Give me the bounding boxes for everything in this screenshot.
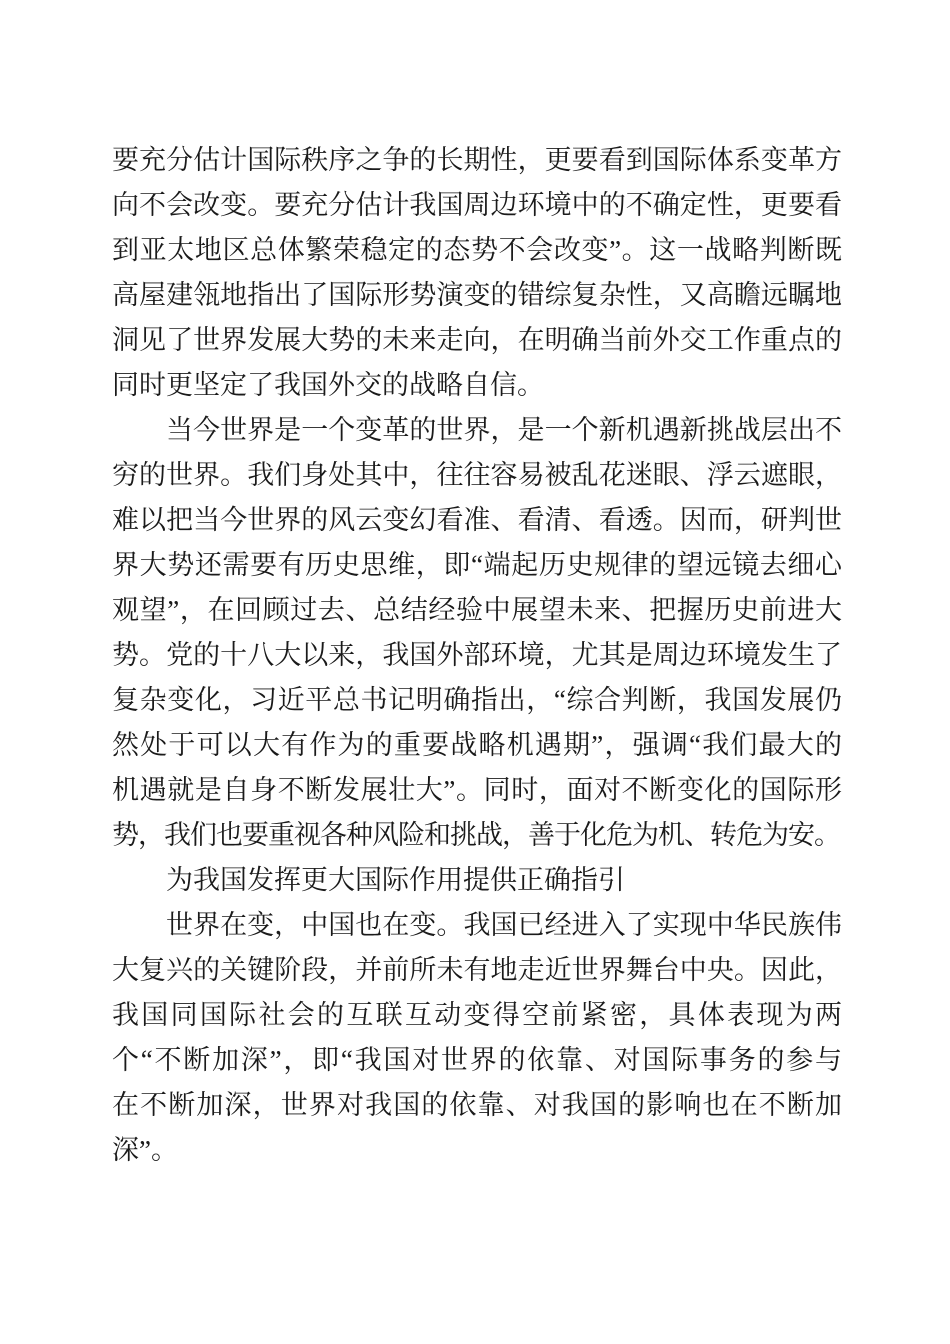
text-line: 然处于可以大有作为的重要战略机遇期”，强调“我们最大的: [112, 730, 842, 760]
text-line: 势，我们也要重视各种风险和挑战，善于化危为机、转危为安。: [112, 820, 840, 850]
text-line: 当今世界是一个变革的世界，是一个新机遇新挑战层出不: [166, 415, 842, 445]
text-line: 个“不断加深”，即“我国对世界的依靠、对国际事务的参与: [112, 1045, 842, 1075]
text-line: 高屋建瓴地指出了国际形势演变的错综复杂性，又高瞻远瞩地: [112, 280, 842, 310]
text-line: 难以把当今世界的风云变幻看准、看清、看透。因而，研判世: [112, 505, 842, 535]
text-line: 复杂变化，习近平总书记明确指出，“综合判断，我国发展仍: [112, 685, 842, 715]
text-line: 大复兴的关键阶段，并前所未有地走近世界舞台中央。因此，: [112, 955, 842, 985]
text-line: 深”。: [112, 1135, 178, 1165]
text-line: 到亚太地区总体繁荣稳定的态势不会改变”。这一战略判断既: [112, 235, 842, 265]
text-line: 同时更坚定了我国外交的战略自信。: [112, 370, 544, 400]
text-line: 要充分估计国际秩序之争的长期性，更要看到国际体系变革方: [112, 145, 842, 175]
text-line: 在不断加深，世界对我国的依靠、对我国的影响也在不断加: [112, 1090, 842, 1120]
text-line: 观望”，在回顾过去、总结经验中展望未来、把握历史前进大: [112, 595, 842, 625]
text-line: 界大势还需要有历史思维，即“端起历史规律的望远镜去细心: [112, 550, 842, 580]
text-line: 机遇就是自身不断发展壮大”。同时，面对不断变化的国际形: [112, 775, 842, 805]
text-line: 穷的世界。我们身处其中，往往容易被乱花迷眼、浮云遮眼，: [112, 460, 842, 490]
text-line: 我国同国际社会的互联互动变得空前紧密，具体表现为两: [112, 1000, 842, 1030]
text-line: 势。党的十八大以来，我国外部环境，尤其是周边环境发生了: [112, 640, 842, 670]
text-line: 洞见了世界发展大势的未来走向，在明确当前外交工作重点的: [112, 325, 842, 355]
text-line: 世界在变，中国也在变。我国已经进入了实现中华民族伟: [166, 910, 842, 940]
text-line subheading-line: 为我国发挥更大国际作用提供正确指引: [166, 865, 625, 895]
document-body: [112, 138, 842, 1173]
text-line: 向不会改变。要充分估计我国周边环境中的不确定性，更要看: [112, 190, 842, 220]
